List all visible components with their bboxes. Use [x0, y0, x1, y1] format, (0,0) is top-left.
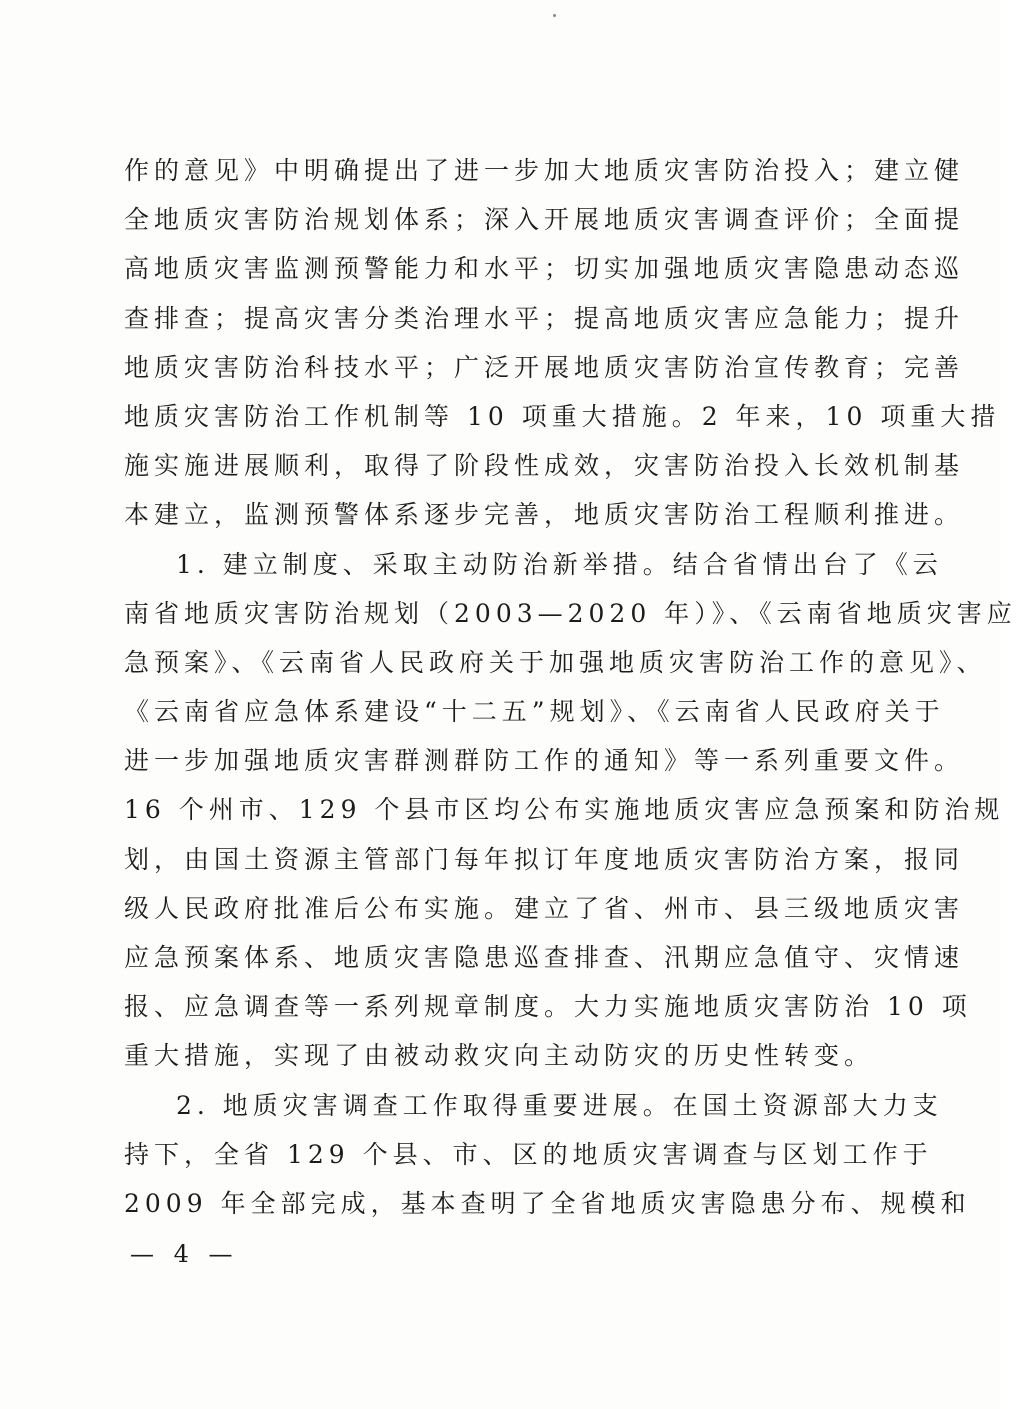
page-number: — 4 —: [130, 1240, 239, 1268]
text-line: 全地质灾害防治规划体系；深入开展地质灾害调查评价；全面提: [124, 205, 965, 235]
text-line: 南省地质灾害防治规划（2003—2020 年）》、《云南省地质灾害应: [124, 598, 1017, 628]
text-line: 《云南省应急体系建设“十二五”规划》、《云南省人民政府关于: [124, 697, 945, 727]
text-line: 查排查；提高灾害分类治理水平；提高地质灾害应急能力；提升: [124, 303, 965, 333]
text-line: 持下，全省 129 个县、市、区的地质灾害调查与区划工作于: [124, 1139, 933, 1169]
scan-speck: [553, 14, 556, 17]
text-line: 级人民政府批准后公布实施。建立了省、州市、县三级地质灾害: [124, 893, 965, 923]
text-line: 施实施进展顺利，取得了阶段性成效，灾害防治投入长效机制基: [124, 451, 965, 481]
text-line: 急预案》、《云南省人民政府关于加强地质灾害防治工作的意见》、: [124, 647, 987, 677]
text-line: 作的意见》中明确提出了进一步加大地质灾害防治投入；建立健: [124, 156, 965, 185]
text-line: 2009 年全部完成，基本查明了全省地质灾害隐患分布、规模和: [124, 1188, 971, 1218]
text-line: 应急预案体系、地质灾害隐患巡查排查、汛期应急值守、灾情速: [124, 943, 965, 972]
section-heading-line: 2. 地质灾害调查工作取得重要进展。在国土资源部大力支: [176, 1090, 943, 1120]
text-line: 高地质灾害监测预警能力和水平；切实加强地质灾害隐患动态巡: [124, 254, 965, 284]
text-line: 本建立，监测预警体系逐步完善，地质灾害防治工程顺利推进。: [124, 500, 965, 530]
text-line: 地质灾害防治工作机制等 10 项重大措施。2 年来，10 项重大措: [124, 401, 1001, 431]
text-line: 报、应急调查等一系列规章制度。大力实施地质灾害防治 10 项: [124, 992, 972, 1022]
text-line: 地质灾害防治科技水平；广泛开展地质灾害防治宣传教育；完善: [124, 352, 965, 382]
section-heading-line: 1. 建立制度、采取主动防治新举措。结合省情出台了《云: [176, 549, 943, 579]
text-line: 重大措施，实现了由被动救灾向主动防灾的历史性转变。: [124, 1041, 875, 1071]
text-line: 进一步加强地质灾害群测群防工作的通知》等一系列重要文件。: [124, 746, 965, 776]
text-line: 划，由国土资源主管部门每年拟订年度地质灾害防治方案，报同: [124, 844, 965, 874]
text-line: 16 个州市、129 个县市区均公布实施地质灾害应急预案和防治规: [124, 795, 1005, 825]
body-text: [124, 146, 1017, 1228]
